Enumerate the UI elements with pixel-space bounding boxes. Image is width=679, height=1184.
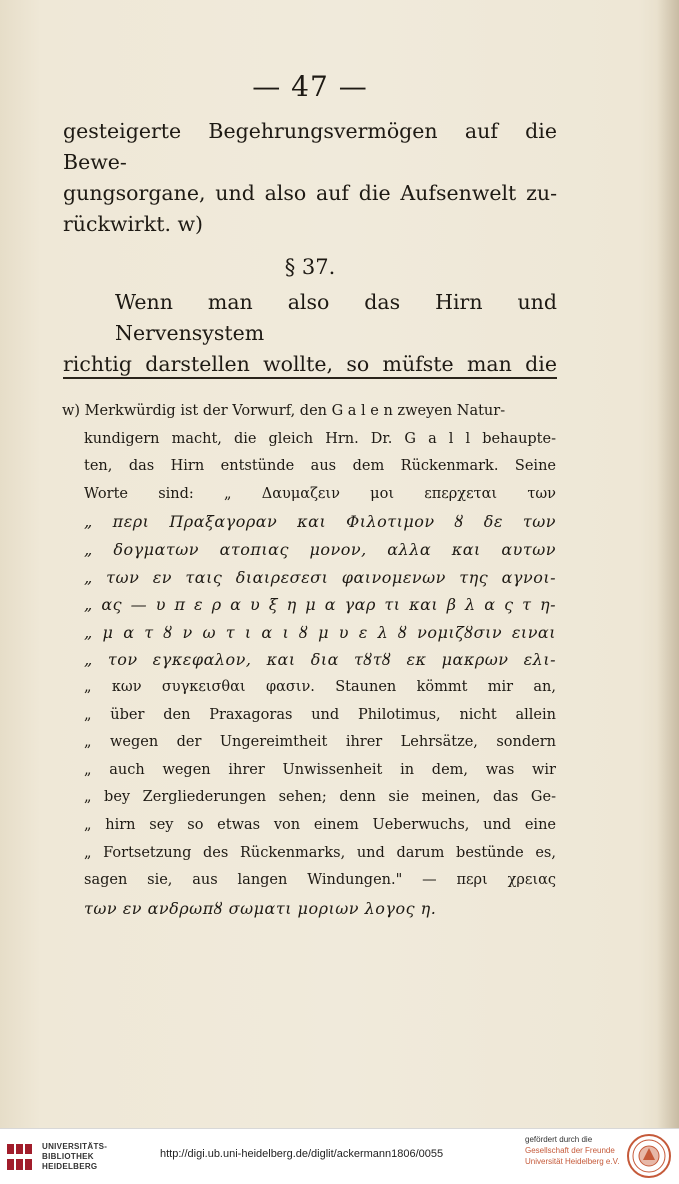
- page-spine-shadow: [657, 0, 679, 1128]
- footnote-line: των εν ανδρωπȣ σωματι μοριων λογος η.: [84, 898, 437, 918]
- body-line: Wenn man also das Hirn und Nervensystem: [115, 290, 557, 345]
- university-library-logo[interactable]: [6, 1139, 146, 1177]
- footnote-line: „ bey Zergliederungen sehen; denn sie meinen, das Ge-: [84, 789, 556, 806]
- footnote-line: „ μ α τ ȣ ν ω τ ι α ι ȣ μ υ ε λ ȣ νομιζȣσιν ειναι: [84, 622, 556, 642]
- society-seal-icon[interactable]: [626, 1133, 672, 1179]
- footnote-line: „ περι Πραξαγοραν και Φιλοτιμον ȣ δε των: [84, 512, 556, 532]
- footnote-line: „ wegen der Ungereimtheit ihrer Lehrsätze, sondern: [84, 734, 556, 751]
- body-line: richtig darstellen wollte, so müfste man die: [63, 352, 557, 376]
- viewer-footer: [0, 1128, 679, 1184]
- footnote-line: sagen sie, aus langen Windungen." — περι χρειας: [84, 872, 556, 889]
- page-number: — 47 —: [252, 70, 368, 103]
- footnote-line: „ των εν ταις διαιρεσεσι φαινομενων της αγνοι-: [84, 567, 556, 587]
- permalink-url[interactable]: http://digi.ub.uni-heidelberg.de/diglit/ackermann1806/0055: [160, 1148, 444, 1160]
- footnote-line: Worte sind: „ Δαυμαζειν μοι επερχεται των: [84, 485, 556, 502]
- footnote-line: „ hirn sey so etwas von einem Ueberwuchs, und eine: [84, 816, 556, 833]
- section-heading: § 37.: [284, 255, 336, 279]
- body-paragraph-1: [63, 116, 557, 240]
- body-line: rückwirkt. w): [63, 212, 204, 236]
- footnote-line: „ κων συγκεισθαι φασιν. Staunen kömmt mir an,: [84, 678, 556, 695]
- footnote-line: „ ας — υ π ε ρ α υ ξ η μ α γαρ τι και β λ α ς τ η-: [84, 595, 556, 615]
- body-paragraph-2: [63, 287, 557, 380]
- footnote-line: „ δογματων ατοπιας μονον, αλλα και αυτων: [84, 539, 556, 559]
- footnote-line: kundigern macht, die gleich Hrn. Dr. G a l l behaupte-: [84, 430, 556, 447]
- footnote-separator: [63, 377, 557, 379]
- footnote-line: „ τον εγκεφαλον, και δια τȣτȣ εκ μακρων ελι-: [84, 650, 556, 670]
- sponsor-credit: gefördert durch die Gesellschaft der Freunde Universität Heidelberg e.V.: [525, 1135, 620, 1166]
- footnote-line: „ auch wegen ihrer Unwissenheit in dem, was wir: [84, 761, 556, 778]
- footnote-line: „ Fortsetzung des Rückenmarks, und darum bestünde es,: [84, 844, 556, 861]
- footnote-line: ten, das Hirn entstünde aus dem Rückenmark. Seine: [84, 458, 556, 475]
- footnote: [62, 398, 556, 922]
- body-line: gesteigerte Begehrungsvermögen auf die Bewe-: [63, 119, 557, 174]
- footnote-line: w) Merkwürdig ist der Vorwurf, den G a l e n zweyen Natur-: [62, 403, 506, 419]
- footnote-line: „ über den Praxagoras und Philotimus, nicht allein: [84, 706, 556, 723]
- library-logo-text: UNIVERSITÄTS- BIBLIOTHEK HEIDELBERG: [42, 1142, 108, 1171]
- library-logo-icon: [6, 1141, 36, 1173]
- body-line: gungsorgane, und also auf die Aufsenwelt zu-: [63, 181, 557, 205]
